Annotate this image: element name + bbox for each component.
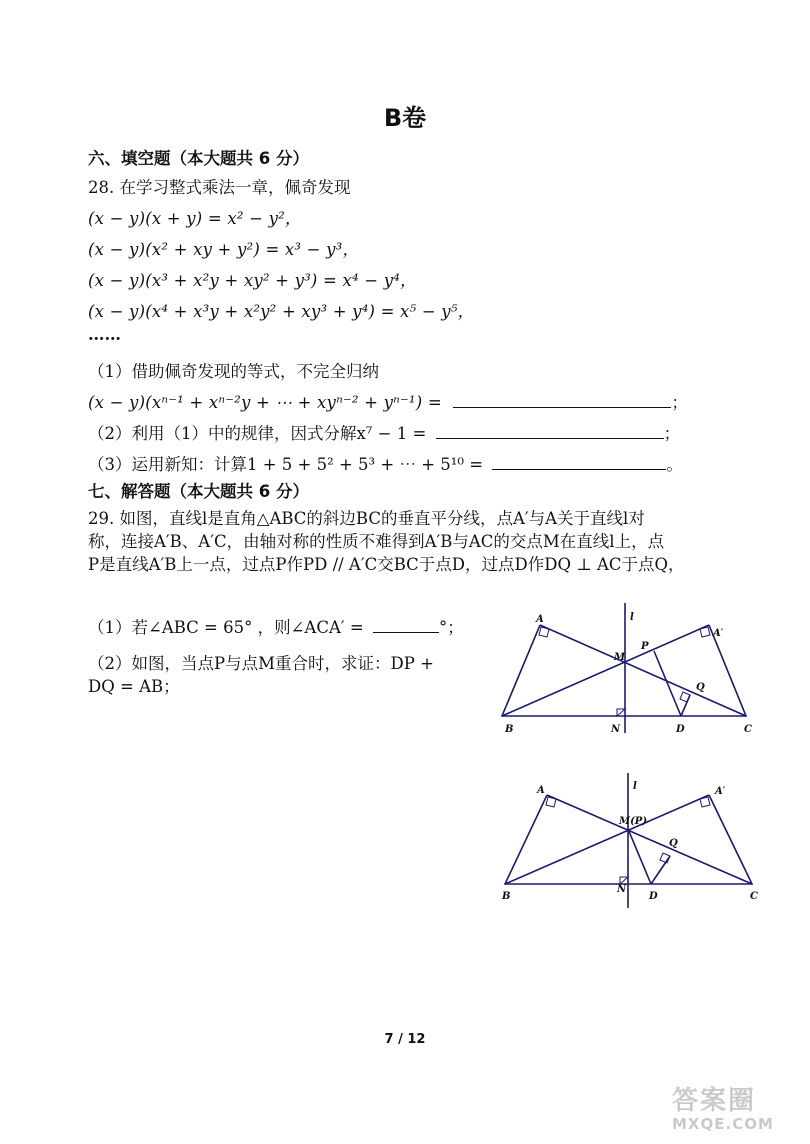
q29-sub1-end: °； <box>438 618 464 637</box>
fig2-label-l: l <box>633 781 637 792</box>
fig2-right-angle-N <box>620 877 628 884</box>
q29-sub2-line-1: （2）如图，当点P与点M重合时，求证：DP + <box>88 654 434 673</box>
fig1-label-l: l <box>630 612 634 623</box>
fig2-right-angle-A <box>546 797 556 807</box>
q28-part1: （1）借助佩奇发现的等式，不完全归纳 <box>88 362 379 381</box>
section-title: B卷 <box>383 104 427 132</box>
fig2-segment-A2B <box>505 795 709 884</box>
fig2-label-B: B <box>502 891 511 902</box>
section7-heading: 七、解答题（本大题共 6 分） <box>88 482 309 501</box>
fig2-label-A: A <box>537 785 545 796</box>
page-number: 7 / 12 <box>384 1032 426 1047</box>
fig1-right-angle-A2 <box>700 627 710 637</box>
fig2-label-C: C <box>750 891 758 902</box>
q28-part1-end: ； <box>671 393 689 412</box>
watermark-text-top: 答案圈 <box>672 1086 757 1116</box>
fig1-label-N: N <box>611 724 621 735</box>
watermark-text-bottom: MXQE.COM <box>672 1115 774 1133</box>
q29-line-1: 29. 如图，直线l是直角△ABC的斜边BC的垂直平分线，点A′与A关于直线l对 <box>88 509 645 528</box>
fig1-label-A-prime: A′ <box>713 628 724 639</box>
section6-heading: 六、填空题（本大题共 6 分） <box>88 149 309 168</box>
fig1-label-A: A <box>536 614 544 625</box>
watermark-logo <box>672 1080 774 1133</box>
fig1-segment-A2B <box>502 625 709 716</box>
fig1-label-D: D <box>676 724 685 735</box>
q29-sub1-text: （1）若∠ABC = 65° ，则∠ACA′ = <box>88 618 364 637</box>
fig1-label-B: B <box>505 724 514 735</box>
fig2-label-Q: Q <box>669 838 678 849</box>
equation-4: (x − y)(x⁴ + x³y + x²y² + xy³ + y⁴) = x⁵ − y⁵， <box>88 302 475 321</box>
q28-part2-end: ； <box>663 424 681 443</box>
fig2-right-angle-A2 <box>700 797 710 807</box>
ellipsis: …… <box>88 325 121 344</box>
equation-2: (x − y)(x² + xy + y²) = x³ − y³， <box>88 240 360 259</box>
fig2-label-N: N <box>617 884 627 895</box>
fig1-outer-triangles <box>502 625 746 716</box>
q28-part1-expr-text: (x − y)(xⁿ⁻¹ + xⁿ⁻²y + ⋯ + xyⁿ⁻² + yⁿ⁻¹) = <box>88 393 442 412</box>
fig1-segment-PD <box>654 651 681 716</box>
q29-sub2-line-2: DQ = AB； <box>88 677 180 696</box>
fig1-label-C: C <box>744 724 752 735</box>
fig1-right-angle-N <box>617 709 625 716</box>
equation-1: (x − y)(x + y) = x² − y²， <box>88 209 302 228</box>
q28-part3-end: 。 <box>666 455 683 474</box>
q28-intro: 28. 在学习整式乘法一章，佩奇发现 <box>88 178 351 197</box>
q28-part3-text: （3）运用新知：计算1 + 5 + 5² + 5³ + ⋯ + 5¹⁰ = <box>88 455 484 474</box>
fig1-label-Q: Q <box>696 682 705 693</box>
fig2-label-M-P: M(P) <box>619 816 648 827</box>
fig2-segment-PD <box>628 829 651 884</box>
fig2-segment-AC <box>547 795 752 884</box>
fig1-label-M: M <box>614 652 626 663</box>
fig1-right-angle-A <box>539 627 549 637</box>
fig1-label-P: P <box>641 641 649 652</box>
fig2-label-D: D <box>649 891 658 902</box>
equation-3: (x − y)(x³ + x²y + xy² + y³) = x⁴ − y⁴， <box>88 271 417 290</box>
q29-line-2: 称，连接A′B、A′C，由轴对称的性质不难得到A′B与AC的交点M在直线l上，点 <box>88 532 665 551</box>
fig2-label-A-prime: A′ <box>715 786 726 797</box>
q29-line-3: P是直线A′B上一点，过点P作PD // A′C交BC于点D，过点D作DQ ⊥ AC于点Q， <box>88 555 685 574</box>
q28-part2-text: （2）利用（1）中的规律，因式分解x⁷ − 1 = <box>88 424 427 443</box>
